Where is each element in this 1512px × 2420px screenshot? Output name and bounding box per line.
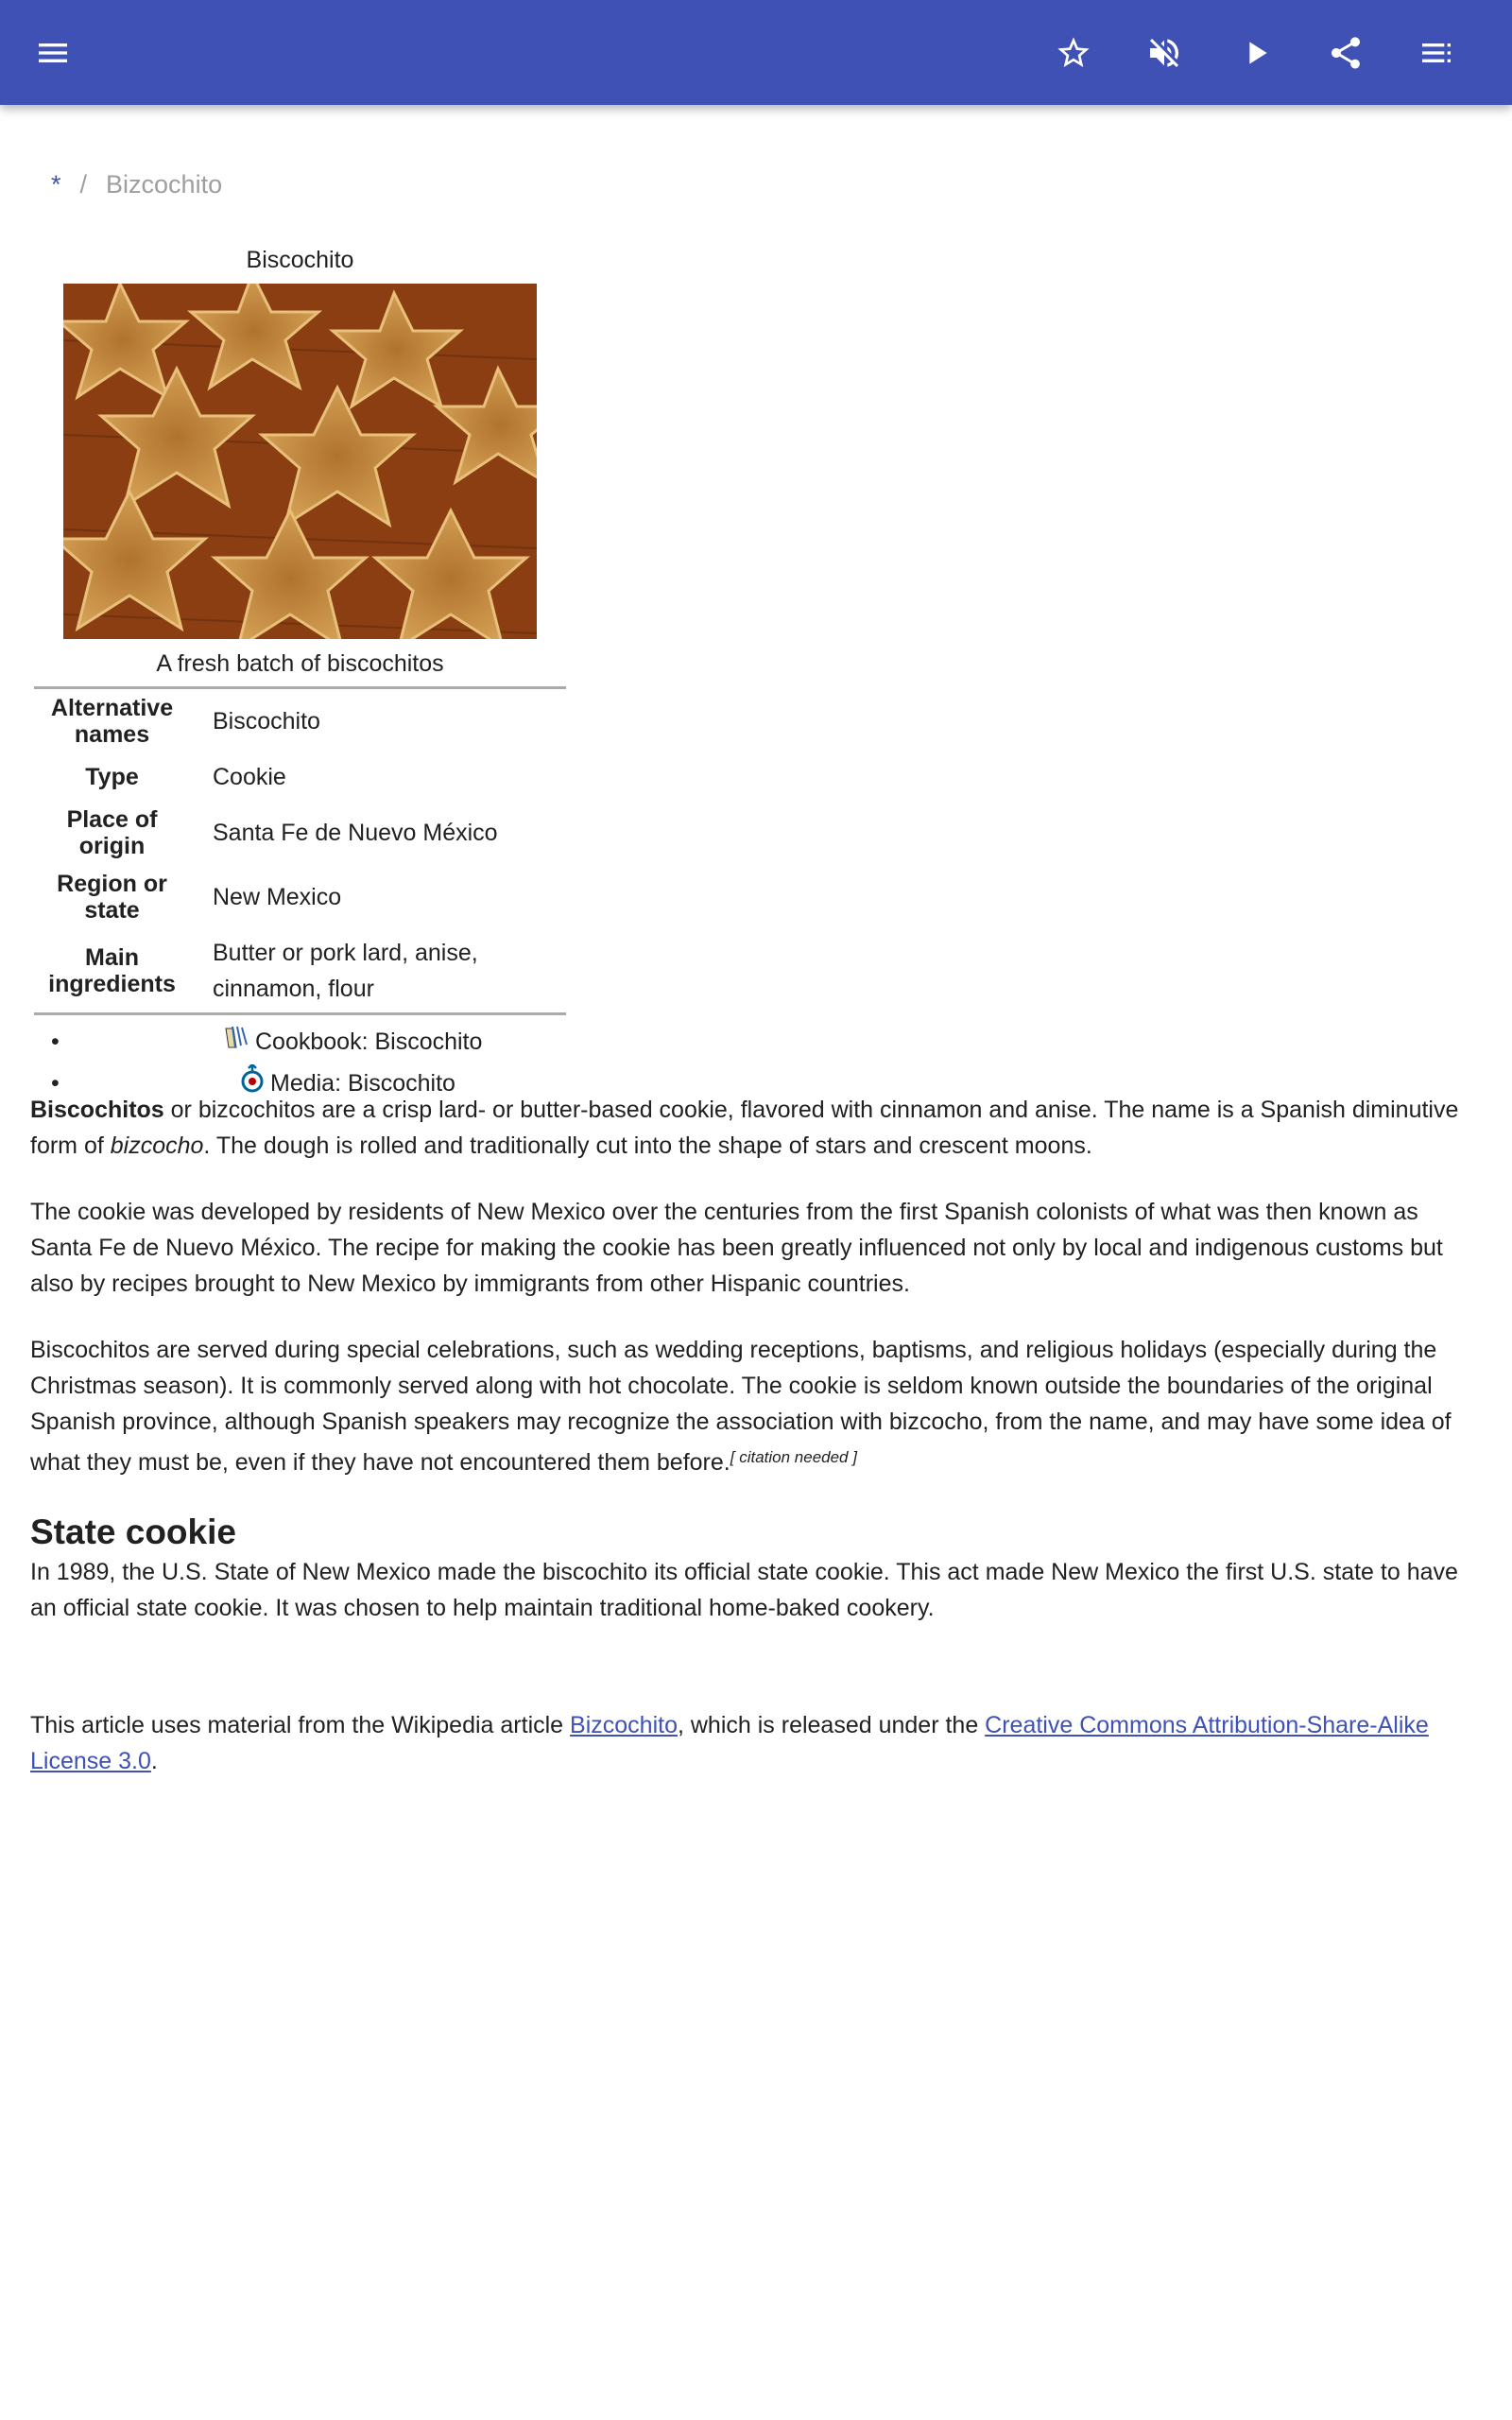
citation-needed[interactable]: [ citation needed ] <box>730 1448 857 1466</box>
row-label: Place of origin <box>66 806 158 859</box>
media-link[interactable]: • Media: Biscochito <box>34 1063 566 1104</box>
biscochito-photo[interactable] <box>63 284 537 639</box>
infobox <box>34 241 566 1104</box>
row-value: Biscochito <box>213 708 320 735</box>
section-heading-state-cookie: State cookie <box>30 1512 236 1551</box>
play-icon <box>1237 34 1275 72</box>
table-row <box>34 929 566 1014</box>
breadcrumb-separator: / <box>79 170 88 199</box>
playlist-icon <box>1418 34 1455 72</box>
celebrations-paragraph: Biscochitos are served during special celebrations, such as wedding receptions, baptisms, and religious holidays (especially during the Christmas season). It is commonly served along with hot chocolate. The cookie is seldom known outside the boundaries of the original Spanish province, although Spanish speakers may recognize the association with bizcocho, from the name, and may have some idea of what they must be, even if they have not encountered them before.[ citation needed ] <box>30 1337 1452 1476</box>
history-paragraph: The cookie was developed by residents of New Mexico over the centuries from the first Spanish colonists of what was then known as Santa Fe de Nuevo México. The recipe for making the cookie has been greatly influenced not only by local and indigenous customs but also by recipes brought to New Mexico by immigrants from other Hispanic countries. <box>30 1199 1443 1297</box>
table-row <box>34 753 566 801</box>
row-value: Butter or pork lard, anise, cinnamon, flour <box>213 940 478 1002</box>
wikipedia-article-link[interactable]: Bizcochito <box>570 1712 678 1738</box>
share-icon <box>1327 34 1365 72</box>
intro-paragraph: Biscochitos or bizcochitos are a crisp lard- or butter-based cookie, flavored with cinnamon and anise. The name is a Spanish diminutive form of bizcocho. The dough is rolled and traditionally cut into the shape of stars and crescent moons. <box>30 1097 1459 1159</box>
breadcrumb <box>51 170 222 199</box>
article-body <box>30 1092 1486 1809</box>
bookmark-button[interactable] <box>1048 27 1099 78</box>
row-value: New Mexico <box>213 884 342 910</box>
row-value: Cookie <box>213 764 286 790</box>
star-icon <box>1055 34 1092 72</box>
row-label: Type <box>85 764 139 790</box>
infobox-caption: A fresh batch of biscochitos <box>156 650 444 677</box>
breadcrumb-home[interactable]: * <box>51 170 61 199</box>
table-row <box>34 801 566 865</box>
contents-button[interactable] <box>1411 27 1462 78</box>
app-bar <box>0 0 1512 105</box>
infobox-table <box>34 686 566 1015</box>
license-footer: This article uses material from the Wikipedia article Bizcochito, which is released under the Creative Commons Attribution-Share-Alike License 3.0. <box>30 1712 1429 1774</box>
state-cookie-paragraph: In 1989, the U.S. State of New Mexico made the biscochito its official state cookie. This act made New Mexico the first U.S. state to have an official state cookie. It was chosen to help maintain traditional home-baked cookery. <box>30 1559 1458 1621</box>
row-label: Alternative names <box>50 695 174 748</box>
row-label: Region or state <box>57 871 167 924</box>
wikibooks-icon <box>223 1025 249 1051</box>
breadcrumb-current: Bizcochito <box>106 170 223 199</box>
table-row <box>34 688 566 754</box>
row-label: Main ingredients <box>48 944 176 997</box>
row-value: Santa Fe de Nuevo México <box>213 820 498 846</box>
mute-button[interactable] <box>1139 27 1190 78</box>
license-link[interactable]: Creative Commons Attribution-Share-Alike License 3.0 <box>30 1712 1429 1774</box>
menu-button[interactable] <box>27 27 78 78</box>
share-button[interactable] <box>1320 27 1371 78</box>
cookbook-link[interactable]: • Cookbook: Biscochito <box>34 1021 566 1063</box>
menu-icon <box>34 34 72 72</box>
volume-off-icon <box>1145 34 1183 72</box>
play-button[interactable] <box>1230 27 1281 78</box>
commons-icon <box>240 1064 265 1093</box>
infobox-title: Biscochito <box>246 247 354 273</box>
table-row <box>34 865 566 929</box>
